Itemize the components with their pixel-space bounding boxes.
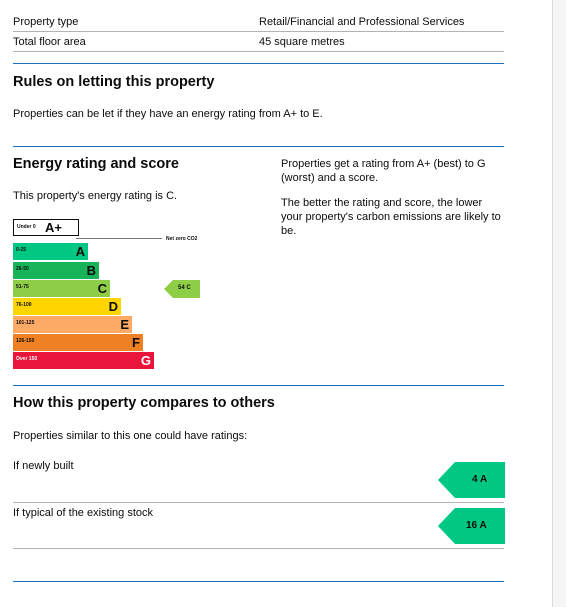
property-type-value: Retail/Financial and Professional Services: [259, 16, 465, 28]
compare-row-label: If typical of the existing stock: [13, 507, 154, 519]
rating-band-range: 26-50: [16, 266, 29, 272]
rating-band-a-plus: [13, 219, 79, 236]
rating-band-g: [13, 352, 154, 369]
compare-divider: [13, 548, 504, 549]
rating-band-letter: D: [108, 299, 118, 314]
current-rating-label: 54 C: [178, 285, 191, 291]
property-type-label: Property type: [13, 16, 79, 28]
summary-divider: [13, 51, 504, 52]
compare-intro: Properties similar to this one could have ratings:: [13, 430, 248, 442]
rating-band-letter: A+: [45, 220, 62, 235]
rating-band-a: [13, 243, 88, 260]
summary-divider: [13, 31, 504, 32]
section-rule: [13, 385, 504, 386]
rating-band-letter: B: [86, 263, 96, 278]
section-rule: [13, 63, 504, 64]
rating-band-letter: G: [140, 353, 151, 368]
compare-row-label: If newly built: [13, 460, 74, 472]
rating-band-range: 0-25: [16, 247, 27, 253]
rating-band-range: 101-125: [16, 320, 35, 326]
floor-area-label: Total floor area: [13, 36, 86, 48]
rating-band-range: 76-100: [16, 302, 32, 308]
rating-band-range: 126-150: [16, 338, 35, 344]
floor-area-value: 45 square metres: [259, 36, 345, 48]
rating-band-letter: A: [75, 244, 85, 259]
rating-band-letter: F: [132, 335, 140, 350]
rating-band-d: [13, 298, 121, 315]
net-zero-line: [76, 238, 162, 239]
rating-band-b: [13, 262, 99, 279]
compare-divider: [13, 502, 504, 503]
rating-band-e: [13, 316, 132, 333]
rating-band-letter: C: [97, 281, 107, 296]
compare-rating-label: 4 A: [472, 474, 488, 485]
rating-band-range: Over 150: [16, 356, 38, 362]
energy-intro: This property's energy rating is C.: [13, 190, 178, 202]
energy-aside-carbon: The better the rating and score, the lower your property's carbon emissions are likely to be.: [281, 197, 501, 237]
rating-band-f: [13, 334, 143, 351]
rating-band-range: 51-75: [16, 284, 29, 290]
letting-text: Properties can be let if they have an energy rating from A+ to E.: [13, 108, 323, 120]
compare-rating-label: 16 A: [466, 520, 487, 531]
rating-band-range: Under 0: [17, 224, 36, 230]
energy-heading: Energy rating and score: [13, 156, 179, 172]
section-rule: [13, 581, 504, 582]
net-zero-label: Net zero CO2: [166, 236, 198, 242]
letting-heading: Rules on letting this property: [13, 74, 215, 90]
vertical-scrollbar[interactable]: [552, 0, 566, 607]
rating-band-c: [13, 280, 110, 297]
energy-aside-rating: Properties get a rating from A+ (best) to G (worst) and a score.: [281, 158, 486, 184]
compare-heading: How this property compares to others: [13, 395, 275, 411]
rating-band-letter: E: [120, 317, 129, 332]
section-rule: [13, 146, 504, 147]
